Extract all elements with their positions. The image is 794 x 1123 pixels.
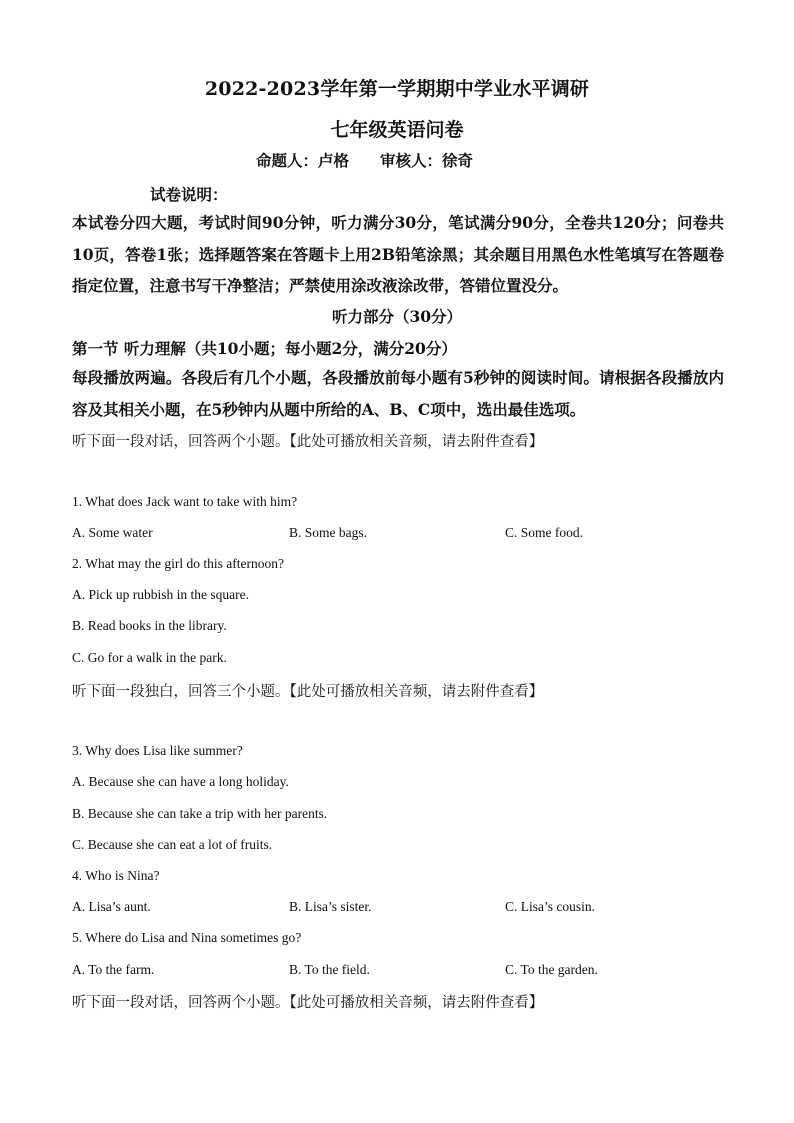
question-3-option-b: B. Because she can take a trip with her parents. xyxy=(72,806,328,821)
exam-authors: 命题人：卢格 审核人：徐奇 xyxy=(256,151,474,170)
question-2-stem: 2. What may the girl do this afternoon? xyxy=(72,556,284,571)
listening-prompt-3: 听下面一段对话，回答两个小题。【此处可播放相关音频，请去附件查看】 xyxy=(72,995,544,1011)
exam-subtitle: 七年级英语问卷 xyxy=(330,119,464,141)
question-3-stem: 3. Why does Lisa like summer? xyxy=(72,743,243,758)
question-2-option-c: C. Go for a walk in the park. xyxy=(72,650,227,665)
question-1-option-b: B. Some bags. xyxy=(289,525,368,540)
listening-prompt-1: 听下面一段对话，回答两个小题。【此处可播放相关音频，请去附件查看】 xyxy=(72,434,544,450)
listening-prompt-2: 听下面一段独白，回答三个小题。【此处可播放相关音频，请去附件查看】 xyxy=(72,684,544,700)
question-1-stem: 1. What does Jack want to take with him? xyxy=(72,494,298,509)
question-4-option-b: B. Lisa’s sister. xyxy=(289,899,372,914)
instructions-body: 本试卷分四大题，考试时间90分钟，听力满分30分，笔试满分90分，全卷共120分；问卷共10页，答卷1张；选择题答案在答题卡上用2B铅笔涂黑；其余题目用黑色水性笔填写在答题卷指定位置，注意书写干净整洁；严禁使用涂改液涂改带，答错位置没分。 xyxy=(72,213,724,295)
listening-section-desc: 每段播放两遍。各段后有几个小题，各段播放前每小题有5秒钟的阅读时间。请根据各段播放内容及其相关小题，在5秒钟内从题中所给的A、B、C项中，选出最佳选项。 xyxy=(72,368,724,419)
listening-section-title: 第一节 听力理解（共10小题；每小题2分，满分20分） xyxy=(72,339,457,358)
question-3-option-a: A. Because she can have a long holiday. xyxy=(72,774,289,789)
question-5-option-c: C. To the garden. xyxy=(505,962,598,977)
question-1-option-c: C. Some food. xyxy=(505,525,584,540)
question-5-option-b: B. To the field. xyxy=(289,962,370,977)
question-2-option-a: A. Pick up rubbish in the square. xyxy=(72,587,249,602)
question-4-stem: 4. Who is Nina? xyxy=(72,868,160,883)
exam-title: 2022-2023学年第一学期期中学业水平调研 xyxy=(204,78,590,100)
question-4-option-a: A. Lisa’s aunt. xyxy=(72,899,151,914)
instructions-heading: 试卷说明： xyxy=(150,185,228,204)
listening-part-title: 听力部分（30分） xyxy=(331,307,463,326)
question-4-option-c: C. Lisa’s cousin. xyxy=(505,899,595,914)
question-5-stem: 5. Where do Lisa and Nina sometimes go? xyxy=(72,930,302,945)
question-2-option-b: B. Read books in the library. xyxy=(72,618,227,633)
question-1-option-a: A. Some water xyxy=(72,525,153,540)
question-3-option-c: C. Because she can eat a lot of fruits. xyxy=(72,837,273,852)
question-5-option-a: A. To the farm. xyxy=(72,962,155,977)
